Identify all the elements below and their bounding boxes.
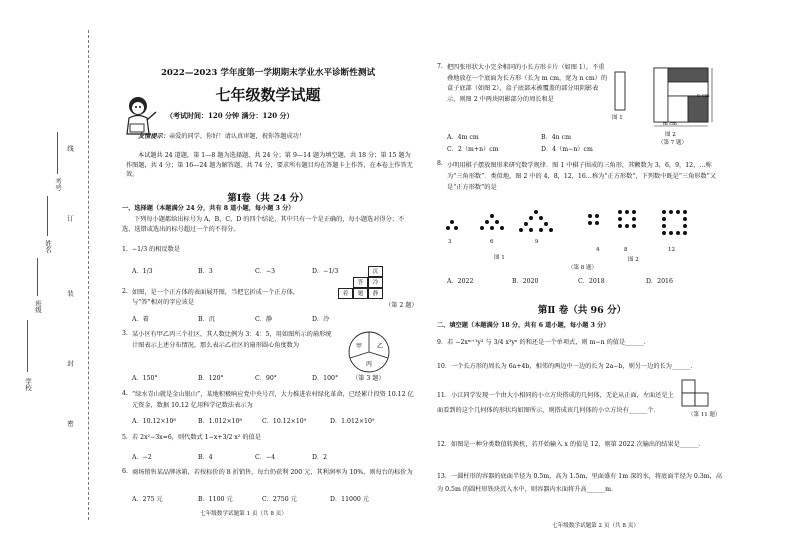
chess-piece-dot [588,214,592,218]
chess-piece-dot [618,224,622,228]
q7-option-c: C．2（m+n）cm [447,146,499,153]
q4-option-c: C．10.12×10⁹ [262,418,307,425]
q6-option-b: B．1100 元 [198,496,233,503]
q8-option-c: C．2018 [578,278,605,285]
net-cell: 题 [353,288,368,299]
chess-piece-dot [625,210,629,214]
dot-fig1-label: 图 1 [494,255,505,261]
chess-piece-dot [618,217,622,221]
net-cell: 答 [353,277,368,288]
exam-id-label: 考号 [54,178,62,191]
q6-option-c: C．2750 元 [262,496,297,503]
q7-num: 7. [437,63,443,70]
q3-option-a: A．150° [132,375,158,382]
dot-label-4: 4 [596,247,600,253]
chess-piece-dot [500,226,504,230]
instructions: 本试题共 24 道题，第 1—8 题为选择题，共 24 分；第 9—14 题为填空题，共 18 分；第 15 题为作图题，共 4 分；第 16—24 题为解答题，共 74 分，要求所有题目均在答题卡上作答，在本卷上作答无效。 [126,152,413,178]
footer-left: 七年级数学试题第 1 页（共 8 页） [200,511,287,517]
q5-text: 若 2x²−3x=6，则代数式 1−x+3/2 x² 的值是 [132,434,261,441]
net-cell: 着 [338,288,353,299]
chess-piece-dot [632,217,636,221]
chess-piece-dot [539,216,543,220]
q2-option-a: A．着 [132,316,149,323]
net-cell: 冷 [368,277,383,288]
q8-option-d: D．2016 [646,278,673,285]
chess-piece-dot [539,228,543,232]
q3-option-b: B．120° [198,375,224,382]
chess-piece-dot [595,214,599,218]
q1-option-b: B．3 [198,268,213,275]
part2-title: 第Ⅱ 卷（共 96 分） [537,305,627,316]
fig11-caption: （第 11 题） [688,412,721,418]
dim-m-cm: m cm [663,121,677,127]
q4-option-b: B．1.012×10⁸ [198,418,242,425]
chess-piece-dot [625,224,629,228]
dot-label-12: 12 [668,247,675,253]
pie-label-bing: 丙 [366,361,373,368]
q3-text: 某小区有甲乙丙三个社区，其人数比例为 3：4：5，用如图所示的扇形统计图表示上述分布情况，那么表示乙社区的扇形圆心角度数为 [132,331,332,349]
q8-num: 8. [437,160,443,167]
seal-line [88,30,89,520]
mascot-icon [118,94,160,136]
q7-option-a: A．4m cm [447,134,479,141]
chess-piece-dot [662,217,666,221]
chess-piece-dot [595,221,599,225]
q8-text: 小明用棋子摆放图形来研究数学规律．图 1 中棋子围成的三角形，其颗数为 3，6，9，12，…称为“三角形数”．类似地，图 2 中的 4，8，12，16…称为“正方形数”，下列数中既是“三角形数”又是“正方形数”的是 [447,162,716,191]
q8-dot-figure [440,210,730,270]
q2-text: 如图，是一个正方体的表面展开图，当把它折成一个正方体，与“答”相对的字应该是 [132,289,300,306]
chess-piece-dot [490,226,494,230]
chess-piece-dot [490,214,494,218]
time-info: （考试时间：120 分钟 满分：120 分） [166,111,294,120]
q6-option-a: A．275 元 [132,496,163,503]
seal-char-ding: 订 [66,215,74,222]
q8-option-a: A．2022 [447,278,474,285]
chess-piece-dot [683,210,687,214]
chess-piece-dot [683,224,687,228]
chess-piece-dot [683,217,687,221]
chess-piece-dot [669,231,673,235]
pie-caption: （第 3 题） [352,375,385,382]
footer-right: 七年级数学试题第 2 页（共 8 页） [552,523,639,529]
chess-piece-dot [662,231,666,235]
q3-num: 3. [122,330,128,337]
chess-piece-dot [480,226,484,230]
part1-section-title: 一、选择题（本题满分 24 分，共有 8 道小题，每小题 3 分） [122,205,295,212]
fig1-label: 图 1 [612,115,623,121]
q2-num: 2. [122,288,128,295]
pie-label-jia: 甲 [356,343,363,350]
chess-piece-dot [495,220,499,224]
part1-title: 第Ⅰ卷（共 24 分） [227,193,309,204]
pie-figure [344,328,394,378]
pie-label-yi: 乙 [377,343,384,350]
dot-fig2-label: 图 2 [628,257,639,263]
q1-stem: 1. [122,246,128,253]
chess-piece-dot [632,224,636,228]
part1-section-desc: 下列每小题都给出标号为 A，B，C，D 的四个结论，其中只有一个是正确的，每小题选对得分；不选、选错或选出的标号超过一个的不得分。 [122,216,405,233]
q12-text: 12．如图是一种分类数值转换机，若开始输入 x 的值是 12，则第 2022 次输出的结果是______． [437,441,705,448]
school-blank [27,320,28,372]
dot-label-9: 9 [535,239,539,245]
chess-piece-dot [618,210,622,214]
exam-title: 2022—2023 学年度第一学期期末学业水平诊断性测试 [160,68,376,78]
exam-id-blank [57,132,58,174]
chess-piece-dot [676,231,680,235]
q5-option-c: C．−4 [255,454,276,461]
q5-num: 5. [122,434,128,441]
chess-piece-dot [549,228,553,232]
dot-label-8: 8 [624,247,628,253]
q6-option-d: D．11000 元 [330,496,369,503]
chess-piece-dot [683,231,687,235]
q2-option-d: D．冷 [312,316,330,323]
q1-option-c: C．−3 [255,268,276,275]
q8-option-b: B．2020 [512,278,539,285]
dot-caption: （第 8 题） [568,265,597,271]
chess-piece-dot [454,226,458,230]
chess-piece-dot [669,210,673,214]
net-caption: （第 2 题） [385,302,418,309]
fig7-caption: （第 7 题） [658,140,687,146]
dot-label-6: 6 [490,239,494,245]
net-cell: 静 [368,288,383,299]
cube-net-figure [338,266,418,316]
q6-num: 6. [122,468,128,475]
q11-text: 11．小江同学发现一个由大小相同的小立方块搭成的几何体，无论从正面，左面还是上面看到的这个几何体的形状均如图所示，则搭成该几何体的小立方块有______个． [437,392,674,414]
dot-label-3: 3 [448,239,452,245]
chess-piece-dot [588,221,592,225]
chess-piece-dot [529,228,533,232]
tip [138,133,305,141]
q1-option-d: D．−1/3 [312,268,339,275]
seal-char-zhuang: 装 [66,290,74,297]
part2-section-title: 二、填空题（本题满分 18 分，共有 6 道小题，每小题 3 分） [437,322,610,329]
q7-text: 把四张形状大小完全相同的小长方形卡片（如图 1），不重叠地放在一个底面为长方形（长为 m cm，宽为 n cm）的盒子底部（如图 2），盒子底部未被覆盖的部分用阴影表示，则图 2 中两块阴影部分的周长和是 [447,64,608,103]
class-label: 班级 [34,300,42,313]
name-blank [47,196,48,236]
chess-piece-dot [662,224,666,228]
chess-piece-dot [544,222,548,226]
chess-piece-dot [676,210,680,214]
dim-n-cm: n cm [697,93,710,99]
q2-option-b: B．沉 [198,316,215,323]
school-label: 学校 [24,378,32,391]
q3-option-d: D．100° [312,375,339,382]
q5-option-a: A．−2 [132,454,152,461]
class-blank [37,258,38,296]
chess-piece-dot [446,226,450,230]
q1-option-a: A．1/3 [132,268,153,275]
chess-piece-dot [519,228,523,232]
q6-text: 商场销售某品牌冰箱，若按标价的 8 折销售，每台仍获利 200 元，其利润率为 10%，则每台的标价为 [132,469,413,476]
chess-piece-dot [529,216,533,220]
subject-title: 七年级数学试题 [215,86,321,104]
q2-option-c: C．静 [255,316,273,323]
chess-piece-dot [450,220,454,224]
chess-piece-dot [662,210,666,214]
q4-option-a: A．10.12×10⁸ [132,418,176,425]
q3-option-c: C．90° [255,375,277,382]
q9-text: 9．若 −2xᵐ⁺¹y³ 与 3/4 x³yⁿ 的和还是一个单项式，则 m−n 的值是______． [437,339,650,346]
q4-option-d: D．1.012×10⁹ [330,418,375,425]
net-cell: 沉 [368,266,383,277]
chess-piece-dot [485,220,489,224]
tip-text: 亲爱的同学，你好！请认真审题，祝你答题成功！ [168,133,306,140]
q4-num: 4. [122,390,128,397]
q4-text: “绿水青山就是金山银山”，某地积极响应党中央号召，大力推进农村绿化革命，已经累计投资 10.12 亿元资金，数据 10.12 亿用科学记数法表示为 [132,391,414,409]
q5-option-b: B．4 [198,454,213,461]
q1-text: −1/3 的相反数是 [132,246,181,253]
chess-piece-dot [534,210,538,214]
q7-option-b: B．4n cm [541,134,571,141]
chess-piece-dot [524,222,528,226]
q10-text: 10．一个长方形的周长为 6a+4b，相邻的两边中一边的长为 2a−b，则另一边的长为______． [437,363,697,370]
q5-option-d: D．2 [312,454,328,461]
seal-char-feng: 封 [66,360,74,367]
seal-char-mi: 密 [66,420,74,427]
q7-option-d: D．4（m−n）cm [541,146,593,153]
name-label: 姓名 [44,240,52,253]
fig2-label: 图 2 [665,132,676,138]
tip-label: 友情提示： [138,133,169,140]
chess-piece-dot [632,210,636,214]
q13-text: 13．一圆柱形的容器的底面半径为 0.5m，高为 1.5m，里面盛有 1m 深的水，将底面半径为 0.3m，高为 0.5m 的圆柱形铁块沉入水中，则容器内水面将升高______m． [437,473,723,493]
seal-char-xian: 线 [66,145,74,152]
